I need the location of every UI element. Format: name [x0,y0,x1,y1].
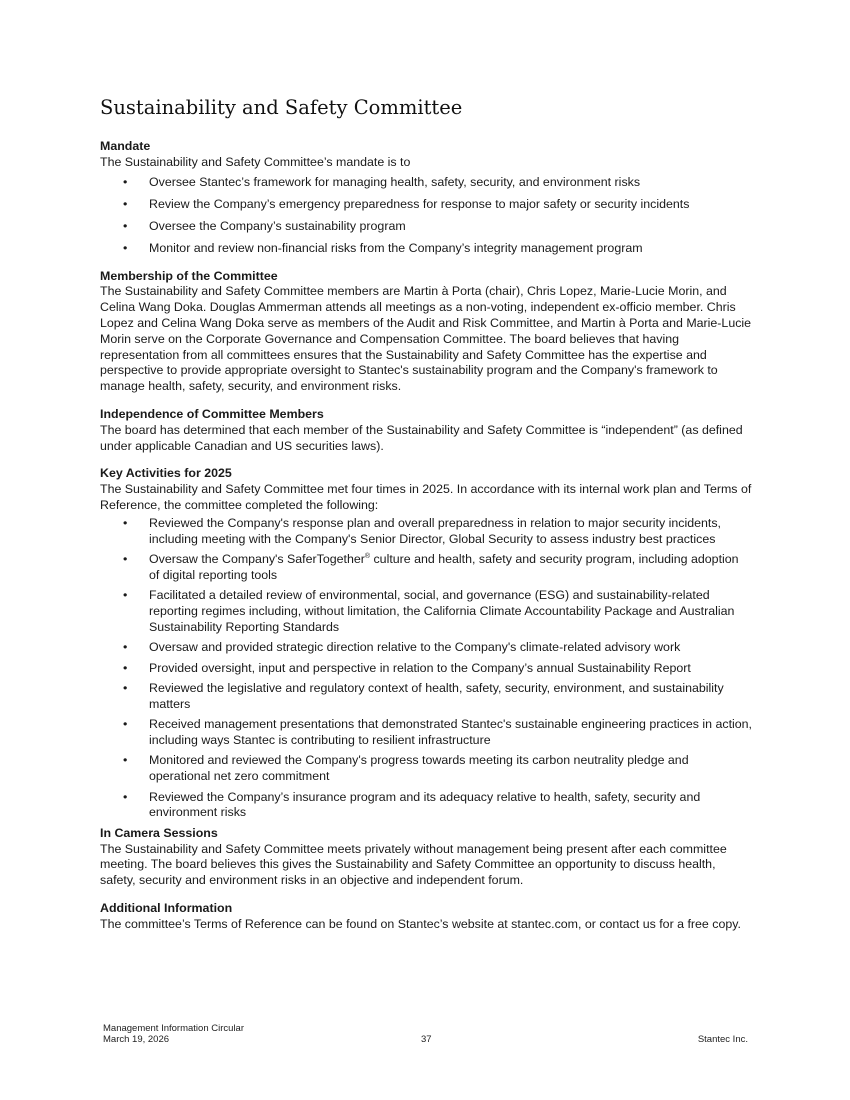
list-item: • Oversee the Company’s sustainability program [100,219,752,235]
activities-heading: Key Activities for 2025 [100,466,232,481]
list-item-text: culture and health, safety and security program, including adoption of digital reporting tools [149,552,739,582]
in-camera-text: The Sustainability and Safety Committee meets privately without management being present after each committee meeting. The board believes this gives the Sustainability and Safety Committee an opportunity to discuss health, safety, security and environment risks in an objective and independent forum. [100,841,727,888]
list-item: • Reviewed the Company’s insurance program and its adequacy relative to health, safety, security and environment risks [100,790,752,822]
list-item: • Received management presentations that demonstrated Stantec's sustainable engineering practices in action, including ways Stantec is contributing to resilient infrastructure [100,717,752,749]
additional-info-heading: Additional Information [100,900,233,915]
independence-text: The board has determined that each member of the Sustainability and Safety Committee is “independent” (as defined under applicable Canadian and US securities laws). [100,422,743,453]
activities-intro: The Sustainability and Safety Committee met four times in 2025. In accordance with its internal work plan and Terms of Reference, the committee completed the following: [100,482,752,513]
list-item: • Provided oversight, input and perspective in relation to the Company’s annual Sustainability Report [100,661,752,677]
membership-heading: Membership of the Committee [100,268,278,283]
list-item: • Monitored and reviewed the Company's progress towards meeting its carbon neutrality pledge and operational net zero commitment [100,753,752,785]
footer-doc-title: Management Information Circular [103,1023,244,1034]
membership-section [100,269,752,395]
in-camera-heading: In Camera Sessions [100,825,218,840]
footer-company: Stantec Inc. [697,1034,748,1045]
list-item: • Oversee Stantec’s framework for managing health, safety, security, and environment risks [100,175,752,191]
list-item-text: Oversaw the Company's SaferTogether [149,552,365,567]
mandate-heading: Mandate [100,139,151,153]
in-camera-section [100,826,752,889]
registered-mark: ® [364,553,371,561]
additional-info-section [100,901,752,933]
list-item: • Reviewed the Company's response plan and overall preparedness in relation to major security incidents, including meeting with the Company's Senior Director, Global Security to assess industry best practices [100,516,752,548]
page-content [100,96,752,945]
mandate-intro: The Sustainability and Safety Committee’s mandate is to [100,154,411,169]
list-item: • Oversaw and provided strategic direction relative to the Company's climate-related advisory work [100,640,752,656]
page-footer [103,1023,748,1045]
additional-info-text: The committee’s Terms of Reference can be found on Stantec’s website at stantec.com, or contact us for a free copy. [100,916,741,931]
list-item: • Monitor and review non-financial risks from the Company’s integrity management program [100,241,752,257]
list-item [100,552,752,584]
page-number: 37 [421,1034,432,1045]
list-item: • Reviewed the legislative and regulatory context of health, safety, security, environment, and sustainability matters [100,681,752,713]
activities-list [100,516,752,821]
page-title: Sustainability and Safety Committee [100,96,463,119]
mandate-section [100,139,752,257]
activities-section [100,466,752,821]
independence-heading: Independence of Committee Members [100,407,324,422]
list-item: • Review the Company’s emergency preparedness for response to major safety or security incidents [100,197,752,213]
membership-text: The Sustainability and Safety Committee members are Martin à Porta (chair), Chris Lopez, Marie-Lucie Morin, and Celina Wang Doka. Douglas Ammerman attends all meetings as a non-voting, independent ex-officio member. Chris Lopez and Celina Wang Doka serve as members of the Audit and Risk Committee, and Martin à Porta and Marie-Lucie Morin serve on the Corporate Governance and Compensation Committee. The board believes that having representation from all committees ensures that the Sustainability and Safety Committee has the expertise and perspective to provide appropriate oversight to Stantec's sustainability program and the Company's framework to manage health, safety, security, and environment risks. [100,284,752,394]
mandate-list [100,175,752,257]
footer-date: March 19, 2026 [103,1034,170,1045]
independence-section [100,407,752,454]
list-item: • Facilitated a detailed review of environmental, social, and governance (ESG) and sustainability-related reporting regimes including, without limitation, the California Climate Accountability Package and Australian Sustainability Reporting Standards [100,588,752,635]
